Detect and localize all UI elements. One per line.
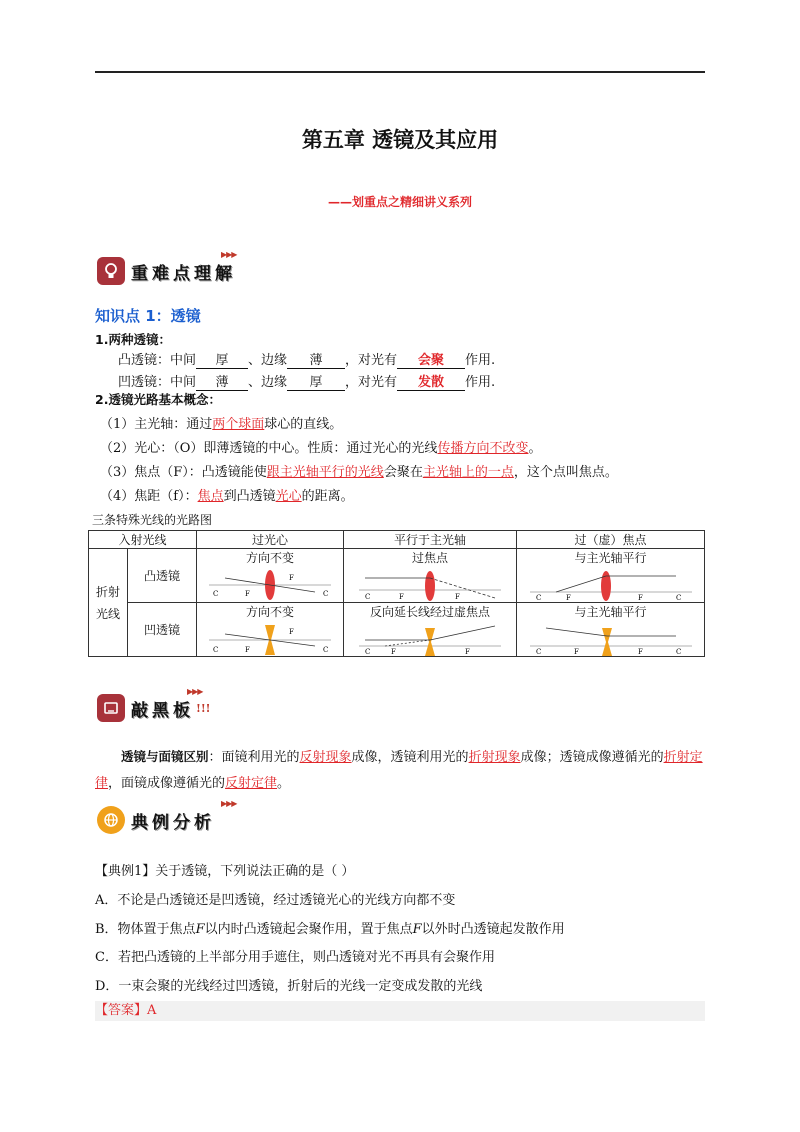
text: 、边缘 bbox=[248, 353, 288, 368]
cell-convex-center bbox=[197, 549, 344, 603]
option-c: C．若把凸透镜的上半部分用手遮住，则凸透镜对光不再具有会聚作用 bbox=[95, 950, 495, 965]
text: 作用. bbox=[465, 375, 496, 390]
concept-principal-axis bbox=[100, 413, 342, 432]
mark-c: C bbox=[365, 593, 371, 601]
text: 以外时凸透镜起发散作用 bbox=[421, 922, 565, 937]
cell-caption: 与主光轴平行 bbox=[574, 605, 647, 619]
mark-c: C bbox=[365, 648, 371, 656]
symbol-f: F bbox=[412, 922, 422, 937]
label-convex: 凸透镜 bbox=[128, 549, 197, 603]
row-label-refracted bbox=[89, 549, 128, 657]
arrows-icon: ▶▶▶ bbox=[221, 250, 237, 259]
mark-c: C bbox=[323, 646, 329, 654]
answer-text: 折射现象 bbox=[468, 750, 521, 765]
text: 作用. bbox=[465, 353, 496, 368]
example-question: 【典例1】关于透镜，下列说法正确的是（ ） bbox=[95, 864, 355, 879]
blank-concave-effect: 发散 bbox=[397, 371, 465, 391]
mark-f: F bbox=[565, 594, 571, 602]
text: 凸透镜：中间 bbox=[118, 353, 197, 368]
cell-concave-focus bbox=[517, 603, 705, 657]
mark-f: F bbox=[637, 648, 643, 656]
blank-concave-edge: 厚 bbox=[287, 371, 345, 391]
text: 。 bbox=[528, 441, 542, 456]
concave-center-diagram bbox=[205, 622, 335, 656]
text: 的距离。 bbox=[301, 489, 354, 504]
mark-f: F bbox=[289, 628, 294, 636]
concave-parallel-diagram bbox=[355, 622, 505, 656]
subheading-two-lenses: 1.两种透镜： bbox=[95, 332, 171, 347]
section-title: 敲黑板 bbox=[131, 700, 194, 721]
blank-concave-middle: 薄 bbox=[196, 371, 248, 391]
text: 球心的直线。 bbox=[264, 417, 343, 432]
option-a: A．不论是凸透镜还是凹透镜，经过透镜光心的光线方向都不变 bbox=[95, 893, 456, 908]
cell-convex-parallel bbox=[344, 549, 517, 603]
text: ，对光有 bbox=[345, 375, 398, 390]
header-through-center: 过光心 bbox=[197, 531, 344, 549]
cell-caption: 方向不变 bbox=[245, 605, 294, 619]
option-d: D．一束会聚的光线经过凹透镜，折射后的光线一定变成发散的光线 bbox=[95, 979, 483, 994]
mark-f: F bbox=[245, 646, 250, 654]
section-header-blackboard bbox=[97, 687, 211, 725]
convex-focus-diagram bbox=[526, 568, 696, 602]
text: B．物体置于焦点 bbox=[95, 922, 196, 937]
mark-f: F bbox=[637, 594, 643, 602]
concept-optical-center bbox=[100, 437, 541, 456]
mark-c: C bbox=[675, 594, 681, 602]
cell-caption: 与主光轴平行 bbox=[574, 551, 647, 565]
mark-f: F bbox=[391, 648, 396, 656]
answer-text: 跟主光轴平行的光线 bbox=[266, 465, 384, 480]
blackboard-tip bbox=[95, 744, 705, 797]
arrows-icon: ▶▶▶ bbox=[221, 799, 237, 808]
subheading-basic-concepts: 2.透镜光路基本概念： bbox=[95, 392, 221, 407]
text: 到凸透镜 bbox=[223, 489, 276, 504]
answer-text: 传播方向不改变 bbox=[437, 441, 529, 456]
convex-parallel-diagram bbox=[355, 568, 505, 602]
mark-f: F bbox=[289, 574, 294, 582]
mark-c: C bbox=[213, 646, 219, 654]
mark-f: F bbox=[455, 593, 460, 601]
answer-text: 主光轴上的一点 bbox=[422, 465, 514, 480]
blank-convex-effect: 会聚 bbox=[397, 349, 465, 369]
symbol-f: F bbox=[195, 922, 205, 937]
text: 以内时凸透镜起会聚作用，置于焦点 bbox=[204, 922, 413, 937]
text: 。 bbox=[277, 776, 291, 791]
cell-caption: 方向不变 bbox=[245, 551, 294, 565]
section-header-examples bbox=[97, 799, 237, 837]
page-subtitle: ——划重点之精细讲义系列 bbox=[327, 195, 472, 209]
arrows-icon: ▶▶▶ bbox=[187, 687, 203, 696]
top-rule bbox=[95, 71, 705, 73]
convex-lens-line bbox=[118, 349, 495, 369]
tip-keyword: 透镜与面镜区别 bbox=[121, 749, 209, 764]
blank-convex-edge: 薄 bbox=[287, 349, 345, 369]
special-rays-table bbox=[88, 530, 705, 657]
convex-center-diagram bbox=[205, 568, 335, 602]
text: ，这个点叫焦点。 bbox=[513, 465, 618, 480]
text: （1）主光轴：通过 bbox=[100, 417, 213, 432]
answer-text: 折射定律 bbox=[95, 750, 703, 791]
mark-f: F bbox=[465, 648, 470, 656]
mark-c: C bbox=[213, 590, 219, 598]
concave-focus-diagram bbox=[526, 622, 696, 656]
knowledge-point-title: 知识点 1：透镜 bbox=[95, 307, 201, 325]
cell-convex-focus bbox=[517, 549, 705, 603]
answer-text: 光心 bbox=[275, 489, 302, 504]
mark-c: C bbox=[535, 648, 541, 656]
label-concave: 凹透镜 bbox=[128, 603, 197, 657]
text: ：面镜利用光的 bbox=[208, 750, 300, 765]
header-parallel-axis: 平行于主光轴 bbox=[344, 531, 517, 549]
table-caption: 三条特殊光线的光路图 bbox=[92, 513, 213, 527]
section-title: 典例分析 bbox=[131, 812, 215, 833]
cell-caption: 反向延长线经过虚焦点 bbox=[369, 605, 490, 619]
exclamation-mark: !!! bbox=[196, 701, 211, 715]
text: 凹透镜：中间 bbox=[118, 375, 197, 390]
text: 会聚在 bbox=[383, 465, 423, 480]
mark-c: C bbox=[675, 648, 681, 656]
mark-c: C bbox=[323, 590, 329, 598]
option-b bbox=[95, 918, 565, 937]
section-header-key-points bbox=[97, 250, 237, 288]
text: ，对光有 bbox=[345, 353, 398, 368]
text: 成像；透镜成像遵循光的 bbox=[520, 750, 664, 765]
page-title: 第五章 透镜及其应用 bbox=[301, 128, 499, 152]
text: （2）光心：（O）即薄透镜的中心。性质：通过光心的光线 bbox=[100, 441, 438, 456]
answer-text: 反射现象 bbox=[299, 750, 352, 765]
cell-concave-center bbox=[197, 603, 344, 657]
answer-text: 焦点 bbox=[197, 489, 224, 504]
header-incident: 入射光线 bbox=[89, 531, 197, 549]
text: （3）焦点（F）：凸透镜能使 bbox=[100, 465, 267, 480]
text: ，面镜成像遵循光的 bbox=[108, 776, 226, 791]
concave-lens-line bbox=[118, 371, 495, 391]
header-through-focus: 过（虚）焦点 bbox=[517, 531, 705, 549]
cell-concave-parallel bbox=[344, 603, 517, 657]
section-title: 重难点理解 bbox=[131, 263, 236, 284]
globe-icon bbox=[97, 806, 125, 834]
blank-convex-middle: 厚 bbox=[196, 349, 248, 369]
lightbulb-icon bbox=[97, 257, 125, 285]
concept-focal-length bbox=[100, 485, 354, 504]
answer-bar: 【答案】A bbox=[95, 1001, 705, 1021]
text: 成像，透镜利用光的 bbox=[351, 750, 469, 765]
mark-f: F bbox=[399, 593, 404, 601]
mark-c: C bbox=[535, 594, 541, 602]
concept-focus bbox=[100, 461, 618, 480]
text: 、边缘 bbox=[248, 375, 288, 390]
answer-text: 两个球面 bbox=[212, 417, 265, 432]
row-label-text: 折射光线 bbox=[95, 584, 120, 621]
mark-f: F bbox=[573, 648, 579, 656]
cell-caption: 过焦点 bbox=[411, 551, 448, 565]
mark-f: F bbox=[245, 590, 250, 598]
blackboard-icon bbox=[97, 694, 125, 722]
text: （4）焦距（f）： bbox=[100, 489, 198, 504]
answer-text: 反射定律 bbox=[225, 776, 278, 791]
